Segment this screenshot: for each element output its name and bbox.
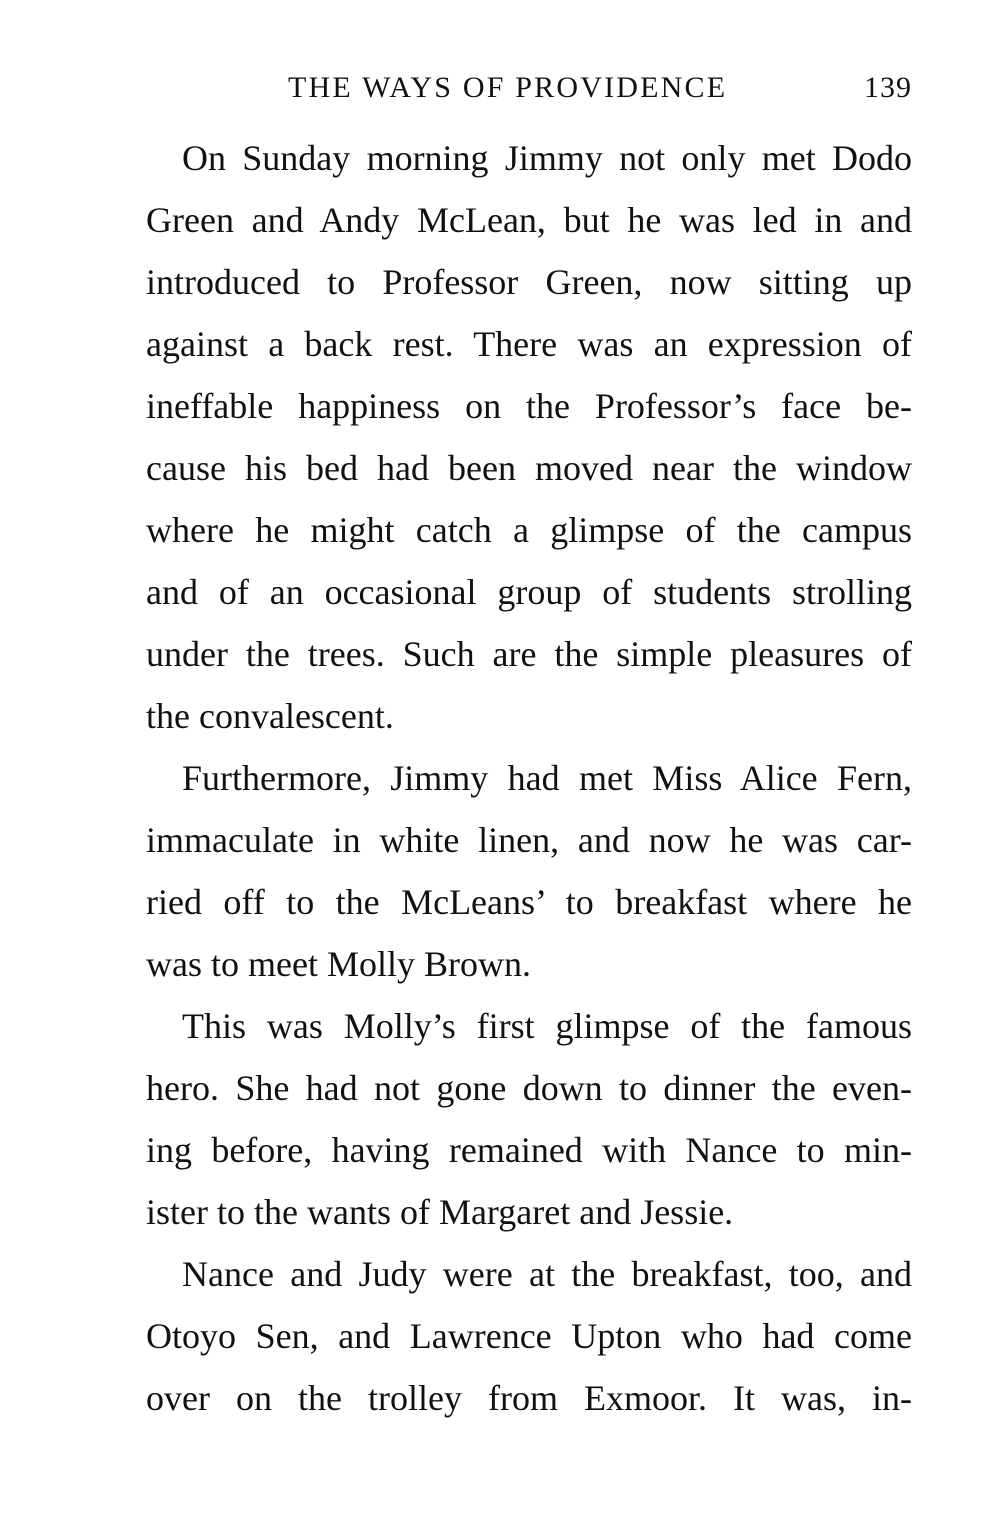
running-head — [146, 66, 912, 110]
text-line: cause his bed had been moved near the window — [146, 448, 912, 488]
text-line: over on the trolley from Exmoor. It was, in- — [146, 1378, 912, 1418]
text-line: Otoyo Sen, and Lawrence Upton who had come — [146, 1316, 912, 1356]
text-line: Nance and Judy were at the breakfast, too, and — [182, 1254, 912, 1294]
text-line: immaculate in white linen, and now he was car- — [146, 820, 912, 860]
text-line: ried off to the McLeans’ to breakfast where he — [146, 882, 912, 922]
text-line: ineffable happiness on the Professor’s face be- — [146, 386, 912, 426]
text-line: This was Molly’s first glimpse of the famous — [182, 1006, 912, 1046]
text-line: Green and Andy McLean, but he was led in and — [146, 200, 912, 240]
chapter-title: THE WAYS OF PROVIDENCE — [288, 71, 728, 104]
body-text — [146, 127, 912, 1429]
text-line: against a back rest. There was an expression of — [146, 324, 912, 364]
text-line: was to meet Molly Brown. — [146, 944, 531, 984]
text-line: ister to the wants of Margaret and Jessie. — [146, 1192, 734, 1232]
text-line: where he might catch a glimpse of the campus — [146, 510, 912, 550]
paragraph-1 — [146, 127, 912, 747]
paragraph-4 — [146, 1243, 912, 1429]
text-line: Furthermore, Jimmy had met Miss Alice Fern, — [182, 758, 912, 798]
text-line: under the trees. Such are the simple pleasures of — [146, 634, 912, 674]
text-line: hero. She had not gone down to dinner the even- — [146, 1068, 912, 1108]
text-line: and of an occasional group of students strolling — [146, 572, 912, 612]
text-line: introduced to Professor Green, now sitting up — [146, 262, 912, 302]
text-line: the convalescent. — [146, 696, 394, 736]
page-number: 139 — [864, 71, 912, 104]
text-line: On Sunday morning Jimmy not only met Dodo — [182, 138, 912, 178]
paragraph-2 — [146, 747, 912, 995]
paragraph-3 — [146, 995, 912, 1243]
text-line: ing before, having remained with Nance to min- — [146, 1130, 912, 1170]
